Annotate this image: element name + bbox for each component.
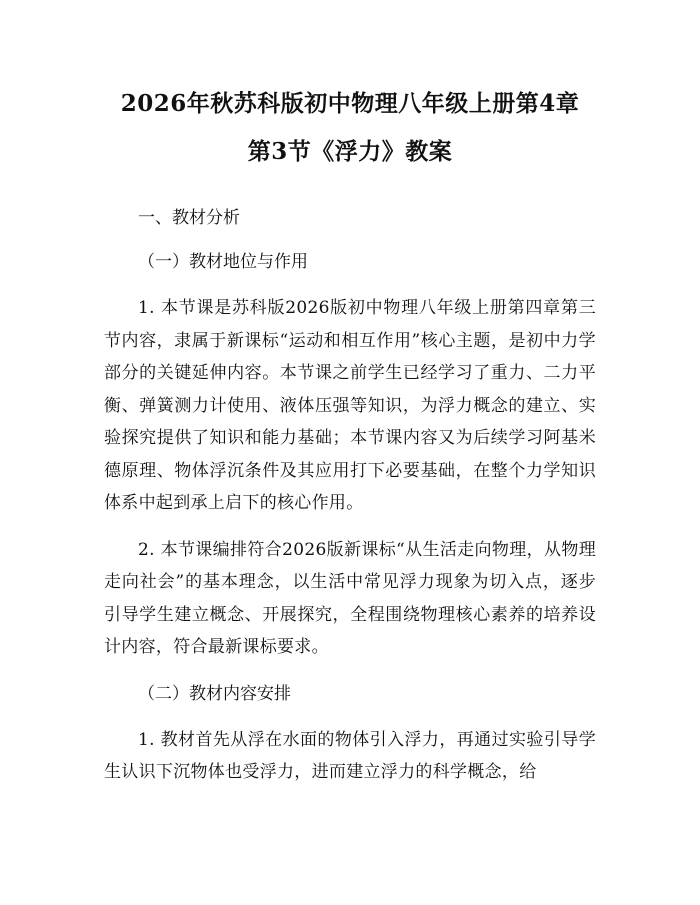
title-line-1: 2026年秋苏科版初中物理八年级上册第4章: [120, 90, 580, 117]
paragraph-2: 2. 本节课编排符合2026版新课标“从生活走向物理，从物理走向社会”的基本理念，以生活中常见浮力现象为切入点，逐步引导学生建立概念、开展探究，全程围绕物理核心素养的培养设计内容，符合最新课标要求。: [104, 539, 596, 657]
paragraph-1: 1. 本节课是苏科版2026版初中物理八年级上册第四章第三节内容，隶属于新课标“运动和相互作用”核心主题，是初中力学部分的关键延伸内容。本节课之前学生已经学习了重力、二力平衡、弹簧测力计使用、液体压强等知识，为浮力概念的建立、实验探究提供了知识和能力基础；本节课内容又为后续学习阿基米德原理、物体浮沉条件及其应用打下必要基础，在整个力学知识体系中起到承上启下的核心作用。: [104, 298, 596, 513]
paragraph-3: 1. 教材首先从浮在水面的物体引入浮力，再通过实验引导学生认识下沉物体也受浮力，进而建立浮力的科学概念，给: [104, 729, 596, 782]
title-line-2: 第3节《浮力》教案: [247, 138, 453, 165]
subsection-heading-status-and-role: （一）教材地位与作用: [138, 252, 308, 272]
section-heading-teaching-material-analysis: 一、教材分析: [138, 208, 240, 228]
document-title: [104, 82, 596, 174]
subsection-heading-content-arrangement: （二）教材内容安排: [138, 683, 291, 704]
